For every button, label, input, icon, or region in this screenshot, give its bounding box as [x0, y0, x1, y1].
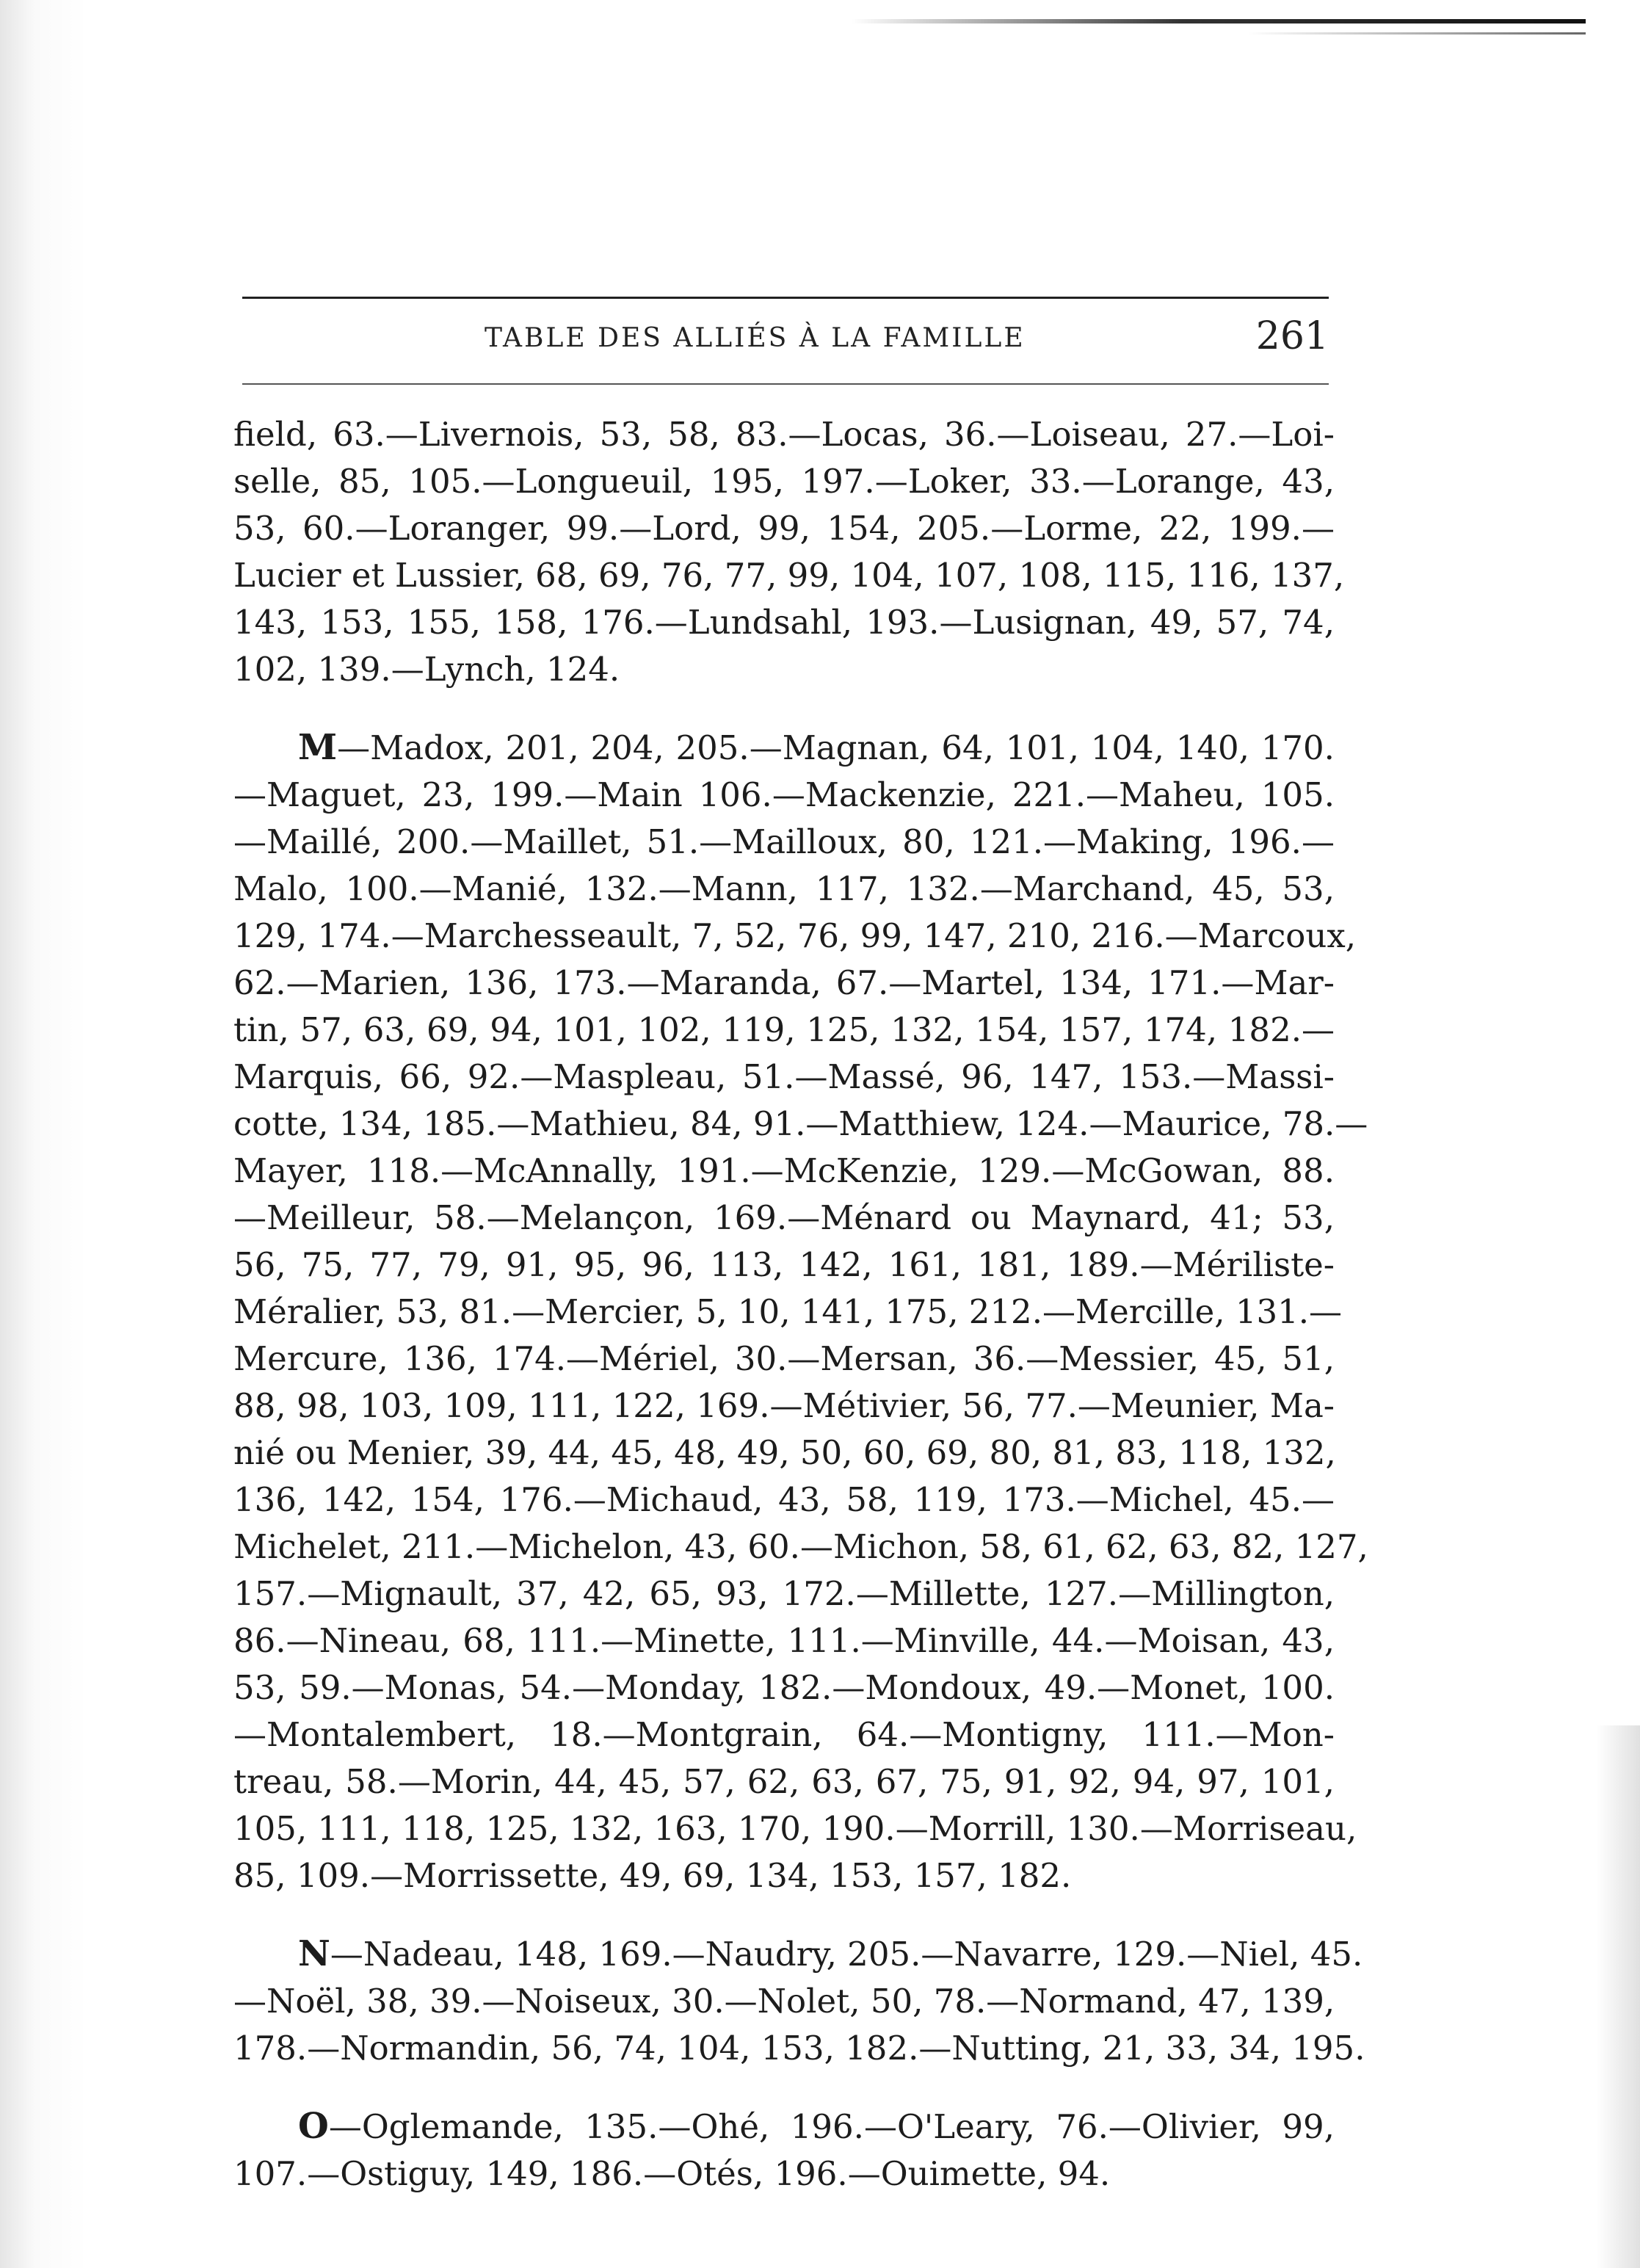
running-head	[242, 314, 1329, 373]
text-line: 56, 75, 77, 79, 91, 95, 96, 113, 142, 161, 181, 189.—Mériliste-	[233, 1245, 1335, 1284]
text-line: selle, 85, 105.—Longueuil, 195, 197.—Loker, 33.—Lorange, 43,	[233, 462, 1335, 501]
text-line: Michelet, 211.—Michelon, 43, 60.—Michon, 58, 61, 62, 63, 82, 127,	[233, 1527, 1368, 1566]
text-line: 53, 60.—Loranger, 99.—Lord, 99, 154, 205.—Lorme, 22, 199.—	[233, 509, 1335, 548]
text-line: field, 63.—Livernois, 53, 58, 83.—Locas, 36.—Loiseau, 27.—Loi-	[233, 415, 1335, 454]
text-line: 62.—Marien, 136, 173.—Maranda, 67.—Martel, 134, 171.—Mar-	[233, 963, 1335, 1002]
section-letter-n: N	[298, 1933, 330, 1974]
header-rule-top	[242, 297, 1329, 299]
section-n-first-line	[233, 1930, 1363, 1978]
text-line: Mayer, 118.—McAnnally, 191.—McKenzie, 129.—McGowan, 88.	[233, 1151, 1335, 1190]
header-rule-bottom	[242, 383, 1329, 385]
text-line: 157.—Mignault, 37, 42, 65, 93, 172.—Millette, 127.—Millington,	[233, 1574, 1335, 1613]
page-number: 261	[1255, 314, 1329, 358]
text-line: —Noël, 38, 39.—Noiseux, 30.—Nolet, 50, 78.—Normand, 47, 139,	[233, 1982, 1335, 2021]
text-line: —Oglemande, 135.—Ohé, 196.—O'Leary, 76.—Olivier, 99,	[328, 2107, 1335, 2146]
section-letter-o: O	[298, 2106, 329, 2147]
text-line: 143, 153, 155, 158, 176.—Lundsahl, 193.—Lusignan, 49, 57, 74,	[233, 603, 1335, 642]
text-line: —Madox, 201, 204, 205.—Magnan, 64, 101, 104, 140, 170.	[337, 728, 1335, 767]
text-line: 129, 174.—Marchesseault, 7, 52, 76, 99, 147, 210, 216.—Marcoux,	[233, 916, 1357, 955]
text-line: cotte, 134, 185.—Mathieu, 84, 91.—Matthiew, 124.—Maurice, 78.—	[233, 1104, 1368, 1143]
text-line: Lucier et Lussier, 68, 69, 76, 77, 99, 104, 107, 108, 115, 116, 137,	[233, 556, 1345, 595]
section-m-first-line	[233, 724, 1335, 772]
text-line: 88, 98, 103, 109, 111, 122, 169.—Métivier, 56, 77.—Meunier, Ma-	[233, 1386, 1335, 1425]
text-line: Méralier, 53, 81.—Mercier, 5, 10, 141, 175, 212.—Mercille, 131.—	[233, 1292, 1343, 1331]
text-line: 86.—Nineau, 68, 111.—Minette, 111.—Minville, 44.—Moisan, 43,	[233, 1621, 1335, 1660]
text-line: 178.—Normandin, 56, 74, 104, 153, 182.—Nutting, 21, 33, 34, 195.	[233, 2029, 1365, 2068]
text-line: —Meilleur, 58.—Melançon, 169.—Ménard ou Maynard, 41; 53,	[233, 1198, 1335, 1237]
text-line: 105, 111, 118, 125, 132, 163, 170, 190.—Morrill, 130.—Morriseau,	[233, 1809, 1357, 1848]
scan-artifact-rule-2	[1248, 32, 1586, 35]
section-m	[233, 724, 1368, 1899]
text-line: Mercure, 136, 174.—Mériel, 30.—Mersan, 36.—Messier, 45, 51,	[233, 1339, 1335, 1378]
text-line: 102, 139.—Lynch, 124.	[233, 650, 620, 689]
scan-shadow-right	[1596, 1725, 1640, 2268]
text-line: —Montalembert, 18.—Montgrain, 64.—Montigny, 111.—Mon-	[233, 1715, 1335, 1754]
text-line: nié ou Menier, 39, 44, 45, 48, 49, 50, 60, 69, 80, 81, 83, 118, 132,	[233, 1433, 1336, 1472]
text-line: Marquis, 66, 92.—Maspleau, 51.—Massé, 96, 147, 153.—Massi-	[233, 1057, 1335, 1096]
text-line: tin, 57, 63, 69, 94, 101, 102, 119, 125, 132, 154, 157, 174, 182.—	[233, 1010, 1335, 1049]
entry-l-continuation	[233, 411, 1345, 693]
running-title: TABLE DES ALLIÉS À LA FAMILLE	[485, 323, 1026, 353]
text-line: —Maillé, 200.—Maillet, 51.—Mailloux, 80, 121.—Making, 196.—	[233, 822, 1335, 861]
text-line: treau, 58.—Morin, 44, 45, 57, 62, 63, 67, 75, 91, 92, 94, 97, 101,	[233, 1762, 1335, 1801]
section-letter-m: M	[298, 727, 338, 768]
text-line: 136, 142, 154, 176.—Michaud, 43, 58, 119, 173.—Michel, 45.—	[233, 1480, 1335, 1519]
text-line: Malo, 100.—Manié, 132.—Mann, 117, 132.—Marchand, 45, 53,	[233, 869, 1335, 908]
section-o	[233, 2103, 1335, 2198]
text-line: —Maguet, 23, 199.—Main 106.—Mackenzie, 221.—Maheu, 105.	[233, 775, 1335, 814]
text-line: 85, 109.—Morrissette, 49, 69, 134, 153, 157, 182.	[233, 1856, 1072, 1895]
text-line: 107.—Ostiguy, 149, 186.—Otés, 196.—Ouimette, 94.	[233, 2154, 1111, 2193]
text-line: —Nadeau, 148, 169.—Naudry, 205.—Navarre, 129.—Niel, 45.	[330, 1935, 1363, 1974]
scan-shadow-left	[0, 0, 88, 2268]
section-o-first-line	[233, 2103, 1335, 2151]
scan-artifact-rule	[852, 19, 1586, 23]
index-body	[233, 411, 1368, 2198]
section-n	[233, 1930, 1365, 2072]
text-line: 53, 59.—Monas, 54.—Monday, 182.—Mondoux, 49.—Monet, 100.	[233, 1668, 1335, 1707]
